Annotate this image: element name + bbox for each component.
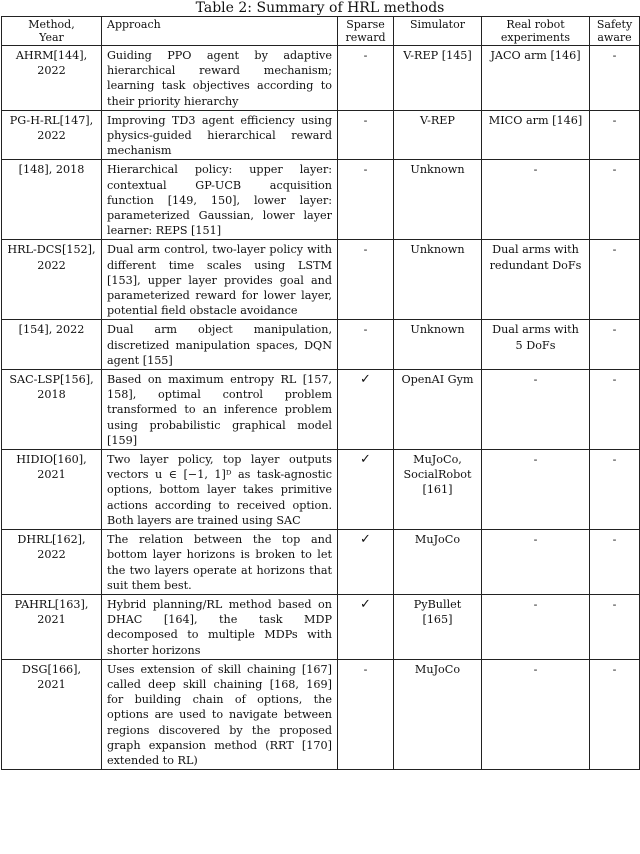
cell-method: [148], 2018	[2, 160, 102, 240]
header-real-line2: experiments	[500, 31, 571, 44]
header-method	[2, 17, 102, 46]
cell-approach: Guiding PPO agent by adaptive hierarchical reward mechanism; learning task objectives according to their priority hierarchy	[102, 46, 338, 111]
table-row	[2, 160, 640, 240]
hrl-summary-table	[1, 16, 640, 770]
header-row	[2, 17, 640, 46]
header-method-line2: Year	[39, 31, 64, 44]
header-sparse-line1: Sparse	[346, 18, 385, 31]
cell-approach: Based on maximum entropy RL [157, 158], optimal control problem transformed to an inference problem using probabilistic graphical model [159]	[102, 370, 338, 450]
cell-sparse: -	[338, 160, 394, 240]
cell-method: AHRM[144], 2022	[2, 46, 102, 111]
cell-simulator: Unknown	[394, 160, 482, 240]
cell-sparse: ✓	[338, 370, 394, 450]
cell-sparse: -	[338, 110, 394, 160]
cell-real: -	[482, 594, 590, 659]
header-safety-line1: Safety	[596, 18, 633, 31]
cell-sparse: ✓	[338, 530, 394, 595]
table-caption: Table 2: Summary of HRL methods	[195, 0, 445, 16]
cell-safety: -	[590, 46, 640, 111]
table-row	[2, 450, 640, 530]
cell-approach: Dual arm object manipulation, discretized manipulation spaces, DQN agent [155]	[102, 320, 338, 370]
cell-method: [154], 2022	[2, 320, 102, 370]
cell-safety: -	[590, 240, 640, 320]
cell-real: -	[482, 160, 590, 240]
cell-approach: The relation between the top and bottom layer horizons is broken to let the two layers operate at horizons that suit them best.	[102, 530, 338, 595]
cell-method: HIDIO[160], 2021	[2, 450, 102, 530]
cell-simulator: MuJoCo	[394, 530, 482, 595]
cell-approach: Hierarchical policy: upper layer: contextual GP-UCB acquisition function [149, 150], lower layer: parameterized Gaussian, lower layer learner: REPS [151]	[102, 160, 338, 240]
cell-real: Dual arms with redundant DoFs	[482, 240, 590, 320]
cell-sparse: ✓	[338, 594, 394, 659]
cell-sparse: -	[338, 659, 394, 769]
cell-sparse: -	[338, 240, 394, 320]
cell-simulator: MuJoCo, SocialRobot [161]	[394, 450, 482, 530]
table-row	[2, 110, 640, 160]
cell-method: DHRL[162], 2022	[2, 530, 102, 595]
cell-simulator: MuJoCo	[394, 659, 482, 769]
table-row	[2, 530, 640, 595]
cell-approach: Dual arm control, two-layer policy with different time scales using LSTM [153], upper layer provides goal and parameterized reward for lower layer, potential field obstacle avoidance	[102, 240, 338, 320]
cell-method: HRL-DCS[152], 2022	[2, 240, 102, 320]
table-row	[2, 370, 640, 450]
table-row	[2, 594, 640, 659]
table-row	[2, 320, 640, 370]
table-row	[2, 659, 640, 769]
cell-method: PAHRL[163], 2021	[2, 594, 102, 659]
cell-real: -	[482, 530, 590, 595]
header-method-line1: Method,	[28, 18, 75, 31]
cell-safety: -	[590, 320, 640, 370]
cell-method: DSG[166], 2021	[2, 659, 102, 769]
cell-real: -	[482, 450, 590, 530]
table-row	[2, 240, 640, 320]
cell-safety: -	[590, 530, 640, 595]
cell-simulator: Unknown	[394, 320, 482, 370]
header-safety	[590, 17, 640, 46]
cell-approach: Two layer policy, top layer outputs vectors u ∈ [−1, 1]ᴰ as task-agnostic options, bottom layer takes primitive actions according to received option. Both layers are trained using SAC	[102, 450, 338, 530]
cell-sparse: -	[338, 320, 394, 370]
header-real-line1: Real robot	[506, 18, 565, 31]
cell-safety: -	[590, 594, 640, 659]
cell-safety: -	[590, 370, 640, 450]
header-safety-line2: aware	[597, 31, 632, 44]
cell-safety: -	[590, 160, 640, 240]
cell-sparse: ✓	[338, 450, 394, 530]
cell-simulator: Unknown	[394, 240, 482, 320]
header-sparse	[338, 17, 394, 46]
header-sparse-line2: reward	[345, 31, 386, 44]
cell-approach: Hybrid planning/RL method based on DHAC [164], the task MDP decomposed to multiple MDPs with shorter horizons	[102, 594, 338, 659]
cell-simulator: V-REP	[394, 110, 482, 160]
cell-safety: -	[590, 659, 640, 769]
cell-approach: Improving TD3 agent efficiency using physics-guided hierarchical reward mechanism	[102, 110, 338, 160]
cell-approach: Uses extension of skill chaining [167] called deep skill chaining [168, 169] for building chain of options, the options are used to navigate between regions discovered by the proposed graph expansion method (RRT [170] extended to RL)	[102, 659, 338, 769]
header-real	[482, 17, 590, 46]
cell-real: MICO arm [146]	[482, 110, 590, 160]
cell-method: SAC-LSP[156], 2018	[2, 370, 102, 450]
cell-safety: -	[590, 110, 640, 160]
header-simulator: Simulator	[394, 17, 482, 46]
cell-simulator: OpenAI Gym	[394, 370, 482, 450]
cell-real: Dual arms with 5 DoFs	[482, 320, 590, 370]
table-row	[2, 46, 640, 111]
cell-method: PG-H-RL[147], 2022	[2, 110, 102, 160]
cell-real: -	[482, 659, 590, 769]
cell-real: -	[482, 370, 590, 450]
cell-simulator: PyBullet [165]	[394, 594, 482, 659]
cell-real: JACO arm [146]	[482, 46, 590, 111]
header-approach: Approach	[102, 17, 338, 46]
cell-sparse: -	[338, 46, 394, 111]
cell-simulator: V-REP [145]	[394, 46, 482, 111]
cell-safety: -	[590, 450, 640, 530]
